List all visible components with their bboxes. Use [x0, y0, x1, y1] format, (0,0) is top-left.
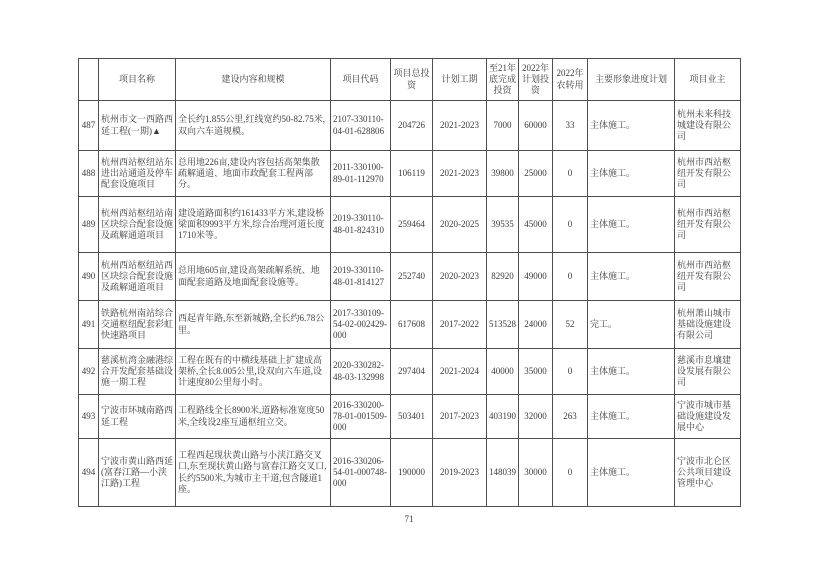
column-header-1: 项目名称 — [99, 59, 176, 101]
table-row — [79, 301, 741, 349]
cell-period: 2017-2023 — [433, 395, 487, 439]
cell-progress: 主体施工。 — [588, 151, 675, 197]
cell-name: 慈溪杭湾金融港综合开发配套基础设施一期工程 — [99, 349, 176, 395]
cell-id: 492 — [79, 349, 99, 395]
column-header-6: 至21年底完成投资 — [487, 59, 519, 101]
cell-content: 建设道路面积约161433平方米,建设桥梁面积9993平方米,综合治理河道长度1710米等。 — [176, 197, 331, 253]
cell-owner: 宁波市城市基础设施建设发展中心 — [675, 395, 741, 439]
cell-total: 297404 — [391, 349, 433, 395]
cell-content: 工程路线全长8900米,道路标准宽度50米,全线设2座互通枢纽立交。 — [176, 395, 331, 439]
cell-name: 杭州西站枢纽站西区块综合配套设施及疏解通道项目 — [99, 253, 176, 301]
cell-content: 总用地605亩,建设高架疏解系统、地面配套道路及地面配套设施等。 — [176, 253, 331, 301]
cell-done21: 82920 — [487, 253, 519, 301]
cell-total: 503401 — [391, 395, 433, 439]
cell-owner: 杭州萧山城市基础设施建设有限公司 — [675, 301, 741, 349]
cell-period: 2020-2025 — [433, 197, 487, 253]
cell-period: 2019-2023 — [433, 439, 487, 507]
cell-progress: 主体施工。 — [588, 253, 675, 301]
cell-done21: 39535 — [487, 197, 519, 253]
cell-id: 491 — [79, 301, 99, 349]
cell-done21: 39800 — [487, 151, 519, 197]
cell-done21: 513528 — [487, 301, 519, 349]
cell-name: 宁波市黄山路西延(富春江路—小浃江路)工程 — [99, 439, 176, 507]
cell-plan22: 24000 — [519, 301, 553, 349]
cell-land22: 0 — [553, 253, 588, 301]
cell-progress: 主体施工。 — [588, 101, 675, 151]
table-header — [79, 59, 741, 101]
cell-name: 杭州西站枢纽站南区块综合配套设施及疏解通道项目 — [99, 197, 176, 253]
cell-owner: 杭州市西站枢纽开发有限公司 — [675, 197, 741, 253]
cell-land22: 0 — [553, 197, 588, 253]
cell-land22: 52 — [553, 301, 588, 349]
cell-total: 106119 — [391, 151, 433, 197]
cell-code: 2016-330200-78-01-001509-000 — [331, 395, 391, 439]
cell-owner: 杭州市西站枢纽开发有限公司 — [675, 151, 741, 197]
cell-content: 工程在既有的中横线基础上扩建成高架桥,全长8.005公里,设双向六车道,设计速度80公里每小时。 — [176, 349, 331, 395]
cell-plan22: 60000 — [519, 101, 553, 151]
table-row — [79, 101, 741, 151]
column-header-5: 计划工期 — [433, 59, 487, 101]
column-header-2: 建设内容和规模 — [176, 59, 331, 101]
column-header-9: 主要形象进度计划 — [588, 59, 675, 101]
cell-id: 488 — [79, 151, 99, 197]
projects-table — [78, 58, 741, 507]
cell-name: 杭州市文一西路西延工程(一期)▲ — [99, 101, 176, 151]
cell-done21: 148039 — [487, 439, 519, 507]
cell-progress: 主体施工。 — [588, 197, 675, 253]
cell-content: 全长约1.855公里,红线宽约50-82.75米,双向六车道规模。 — [176, 101, 331, 151]
cell-land22: 0 — [553, 349, 588, 395]
cell-name: 杭州西站枢纽站东进出站通道及停车配套设施项目 — [99, 151, 176, 197]
cell-land22: 0 — [553, 151, 588, 197]
cell-id: 494 — [79, 439, 99, 507]
cell-done21: 403190 — [487, 395, 519, 439]
cell-period: 2021-2023 — [433, 151, 487, 197]
cell-id: 493 — [79, 395, 99, 439]
cell-id: 490 — [79, 253, 99, 301]
cell-period: 2020-2023 — [433, 253, 487, 301]
cell-id: 489 — [79, 197, 99, 253]
cell-plan22: 32000 — [519, 395, 553, 439]
header-row — [79, 59, 741, 101]
page-number: 71 — [404, 514, 414, 524]
cell-content: 总用地226亩,建设内容包括高架集散疏解通道、地面市政配套工程两部分。 — [176, 151, 331, 197]
cell-owner: 杭州未来科技城建设有限公司 — [675, 101, 741, 151]
cell-content: 工程西起现状黄山路与小浃江路交叉口,东至现状黄山路与富春江路交叉口,长约5500米,为城市主干道,包含隧道1座。 — [176, 439, 331, 507]
cell-code: 2011-330100-89-01-112970 — [331, 151, 391, 197]
cell-total: 204726 — [391, 101, 433, 151]
column-header-10: 项目业主 — [675, 59, 741, 101]
cell-progress: 完工。 — [588, 301, 675, 349]
cell-name: 铁路杭州南站综合交通枢纽配套彩虹快速路项目 — [99, 301, 176, 349]
cell-code: 2107-330110-04-01-628806 — [331, 101, 391, 151]
table-row — [79, 439, 741, 507]
cell-period: 2017-2022 — [433, 301, 487, 349]
table-row — [79, 349, 741, 395]
cell-owner: 杭州市西站枢纽开发有限公司 — [675, 253, 741, 301]
cell-code: 2016-330206-54-01-000748-000 — [331, 439, 391, 507]
column-header-7: 2022年计划投资 — [519, 59, 553, 101]
column-header-3: 项目代码 — [331, 59, 391, 101]
column-header-8: 2022年农转用 — [553, 59, 588, 101]
cell-land22: 33 — [553, 101, 588, 151]
cell-owner: 宁波市北仑区公共项目建设管理中心 — [675, 439, 741, 507]
cell-total: 252740 — [391, 253, 433, 301]
table-body — [79, 101, 741, 507]
table-row — [79, 197, 741, 253]
table-row — [79, 395, 741, 439]
cell-name: 宁波市环城南路西延工程 — [99, 395, 176, 439]
column-header-0 — [79, 59, 99, 101]
cell-progress: 主体施工。 — [588, 349, 675, 395]
cell-code: 2017-330109-54-02-002429-000 — [331, 301, 391, 349]
cell-total: 190000 — [391, 439, 433, 507]
cell-content: 西起青年路,东至新城路,全长约6.78公里。 — [176, 301, 331, 349]
table-row — [79, 253, 741, 301]
cell-land22: 0 — [553, 439, 588, 507]
column-header-4: 项目总投资 — [391, 59, 433, 101]
cell-progress: 主体施工。 — [588, 395, 675, 439]
cell-code: 2019-330110-48-01-824310 — [331, 197, 391, 253]
cell-period: 2021-2023 — [433, 101, 487, 151]
cell-plan22: 49000 — [519, 253, 553, 301]
cell-done21: 7000 — [487, 101, 519, 151]
cell-owner: 慈溪市息壤建设发展有限公司 — [675, 349, 741, 395]
cell-done21: 40000 — [487, 349, 519, 395]
cell-total: 259464 — [391, 197, 433, 253]
cell-plan22: 30000 — [519, 439, 553, 507]
cell-code: 2020-330282-48-03-132998 — [331, 349, 391, 395]
cell-period: 2021-2024 — [433, 349, 487, 395]
cell-total: 617608 — [391, 301, 433, 349]
cell-id: 487 — [79, 101, 99, 151]
cell-code: 2019-330110-48-01-814127 — [331, 253, 391, 301]
table-row — [79, 151, 741, 197]
cell-plan22: 25000 — [519, 151, 553, 197]
cell-progress: 主体施工。 — [588, 439, 675, 507]
cell-plan22: 45000 — [519, 197, 553, 253]
cell-land22: 263 — [553, 395, 588, 439]
cell-plan22: 35000 — [519, 349, 553, 395]
